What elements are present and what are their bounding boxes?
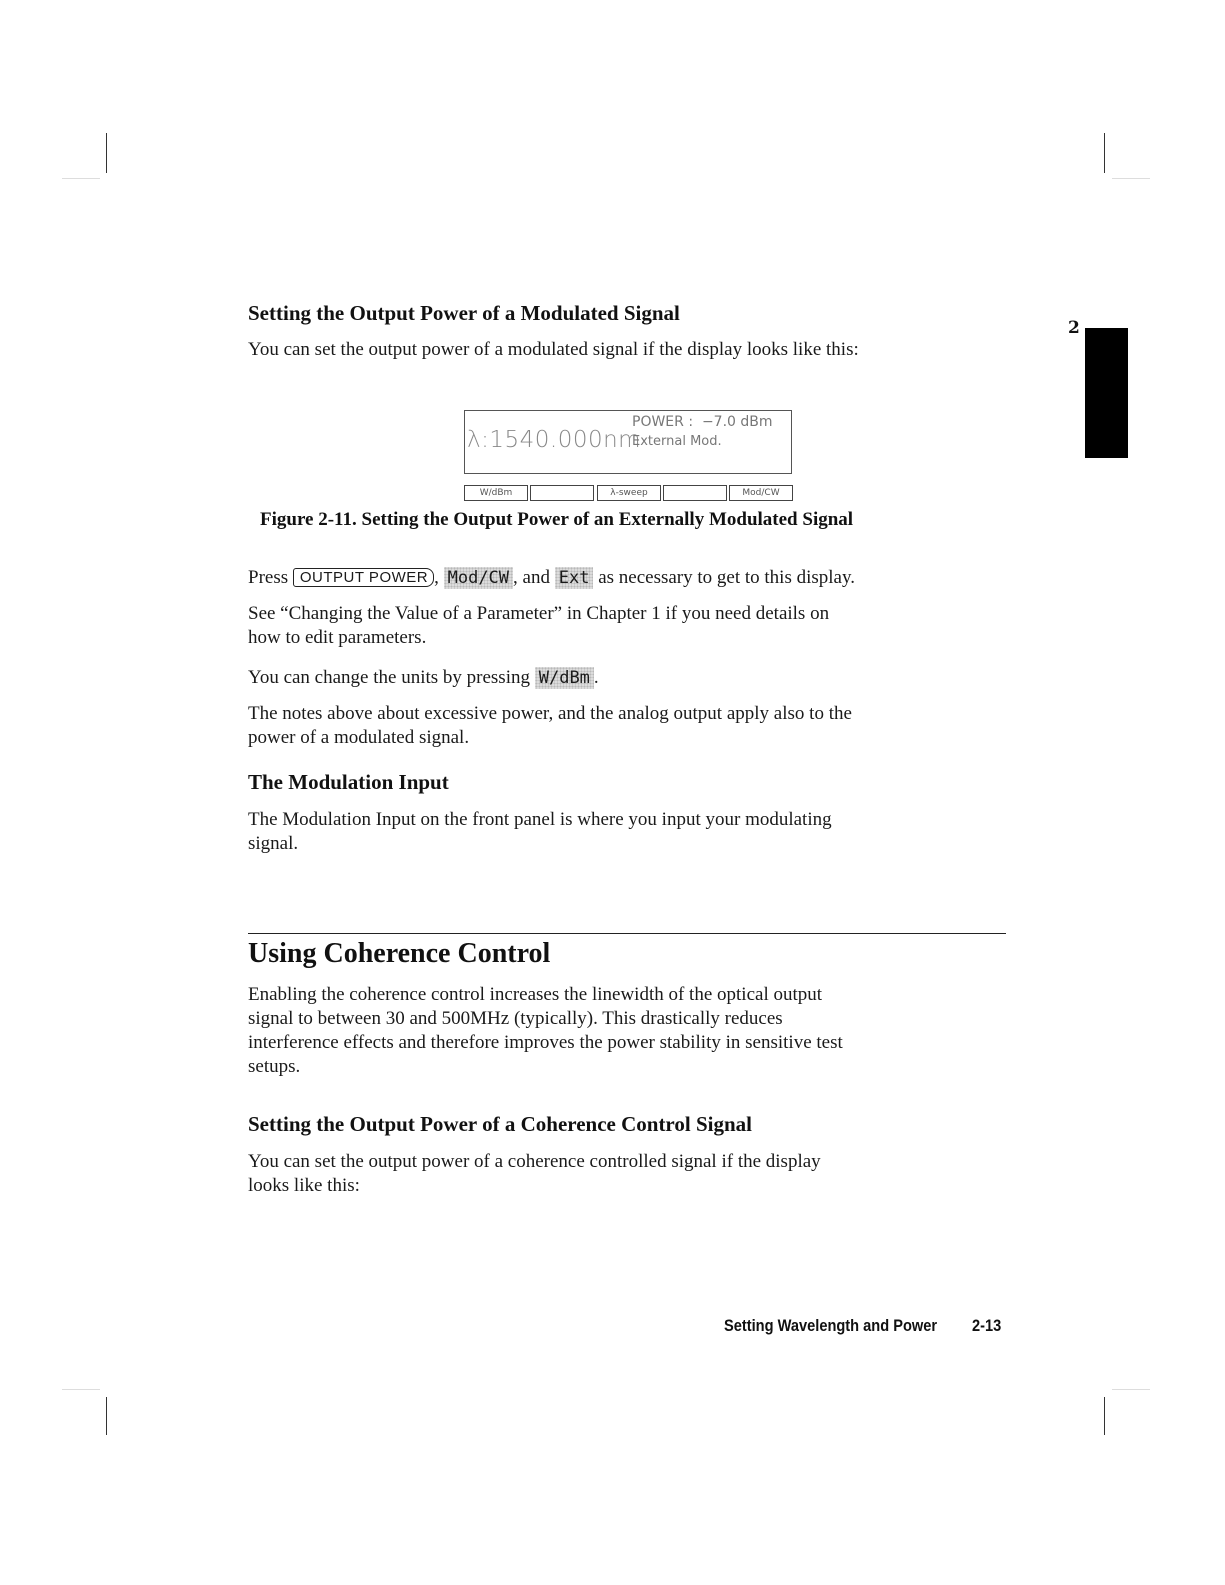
crop-mark-bottom-left [106,1397,107,1435]
text-line: signal. [248,833,299,854]
section-heading-modulated-power: Setting the Output Power of a Modulated Signal [248,301,680,325]
section-heading-coherence-control: Using Coherence Control [248,938,551,969]
mod-cw-softkey: Mod/CW [444,567,513,589]
crop-mark-bottom-left-h [62,1389,100,1390]
ext-softkey: Ext [555,567,594,589]
paragraph-coherence [248,983,843,1079]
text-line: interference effects and therefore improves the power stability in sensitive test [248,1032,843,1053]
text-line: See “Changing the Value of a Parameter” in Chapter 1 if you need details on [248,603,830,624]
footer-title: Setting Wavelength and Power [724,1316,938,1335]
softkey-blank-2 [663,485,727,501]
press-rest-text: as necessary to get to this display. [593,567,855,588]
text-line: Enabling the coherence control increases the linewidth of the optical output [248,984,823,1005]
press-text: Press [248,567,293,588]
units-text: You can change the units by pressing [248,667,535,688]
display-mode: External Mod. [632,434,722,449]
softkey-w-dbm: W/dBm [464,485,528,501]
crop-mark-top-right [1104,133,1105,173]
section-heading-coherence-power: Setting the Output Power of a Coherence Control Signal [248,1112,752,1136]
softkey-blank-1 [530,485,594,501]
units-end: . [593,667,599,688]
paragraph-intro: You can set the output power of a modulated signal if the display looks like this: [248,339,859,360]
chapter-thumb-tab [1085,328,1128,458]
text-line: power of a modulated signal. [248,727,470,748]
section-heading-modulation-input: The Modulation Input [248,770,449,794]
separator: , and [513,567,555,588]
softkey-lambda-sweep: λ-sweep [597,485,661,501]
text-line: The notes above about excessive power, and the analog output apply also to the [248,703,852,724]
figure-caption: Figure 2-11. Setting the Output Power of an Externally Modulated Signal [260,509,854,530]
chapter-number: 2 [1068,318,1080,338]
text-line: signal to between 30 and 500MHz (typically). This drastically reduces [248,1008,783,1029]
text-line: looks like this: [248,1175,360,1196]
page-number: 2-13 [972,1316,1002,1335]
display-power: POWER : −7.0 dBm [632,414,773,430]
display-wavelength: λ:1540.000nm [467,427,642,453]
text-line: You can set the output power of a coherence controlled signal if the display [248,1151,821,1172]
separator: , [434,567,444,588]
text-line: setups. [248,1056,301,1077]
paragraph-coherence-power [248,1150,821,1198]
crop-mark-bottom-right-h [1112,1389,1150,1390]
paragraph-notes [248,702,852,750]
text-line: The Modulation Input on the front panel is where you input your modulating [248,809,832,830]
output-power-key: OUTPUT POWER [293,568,434,587]
paragraph-press-keys [248,566,855,590]
crop-mark-top-left [106,133,107,173]
crop-mark-bottom-right [1104,1397,1105,1435]
crop-mark-top-left-h [62,178,100,179]
paragraph-modulation-input [248,808,832,856]
paragraph-units [248,666,599,690]
text-line: how to edit parameters. [248,627,427,648]
w-dbm-softkey: W/dBm [535,667,594,689]
paragraph-see-chapter [248,602,829,650]
section-rule [248,933,1006,934]
crop-mark-top-right-h [1112,178,1150,179]
softkey-mod-cw: Mod/CW [729,485,793,501]
